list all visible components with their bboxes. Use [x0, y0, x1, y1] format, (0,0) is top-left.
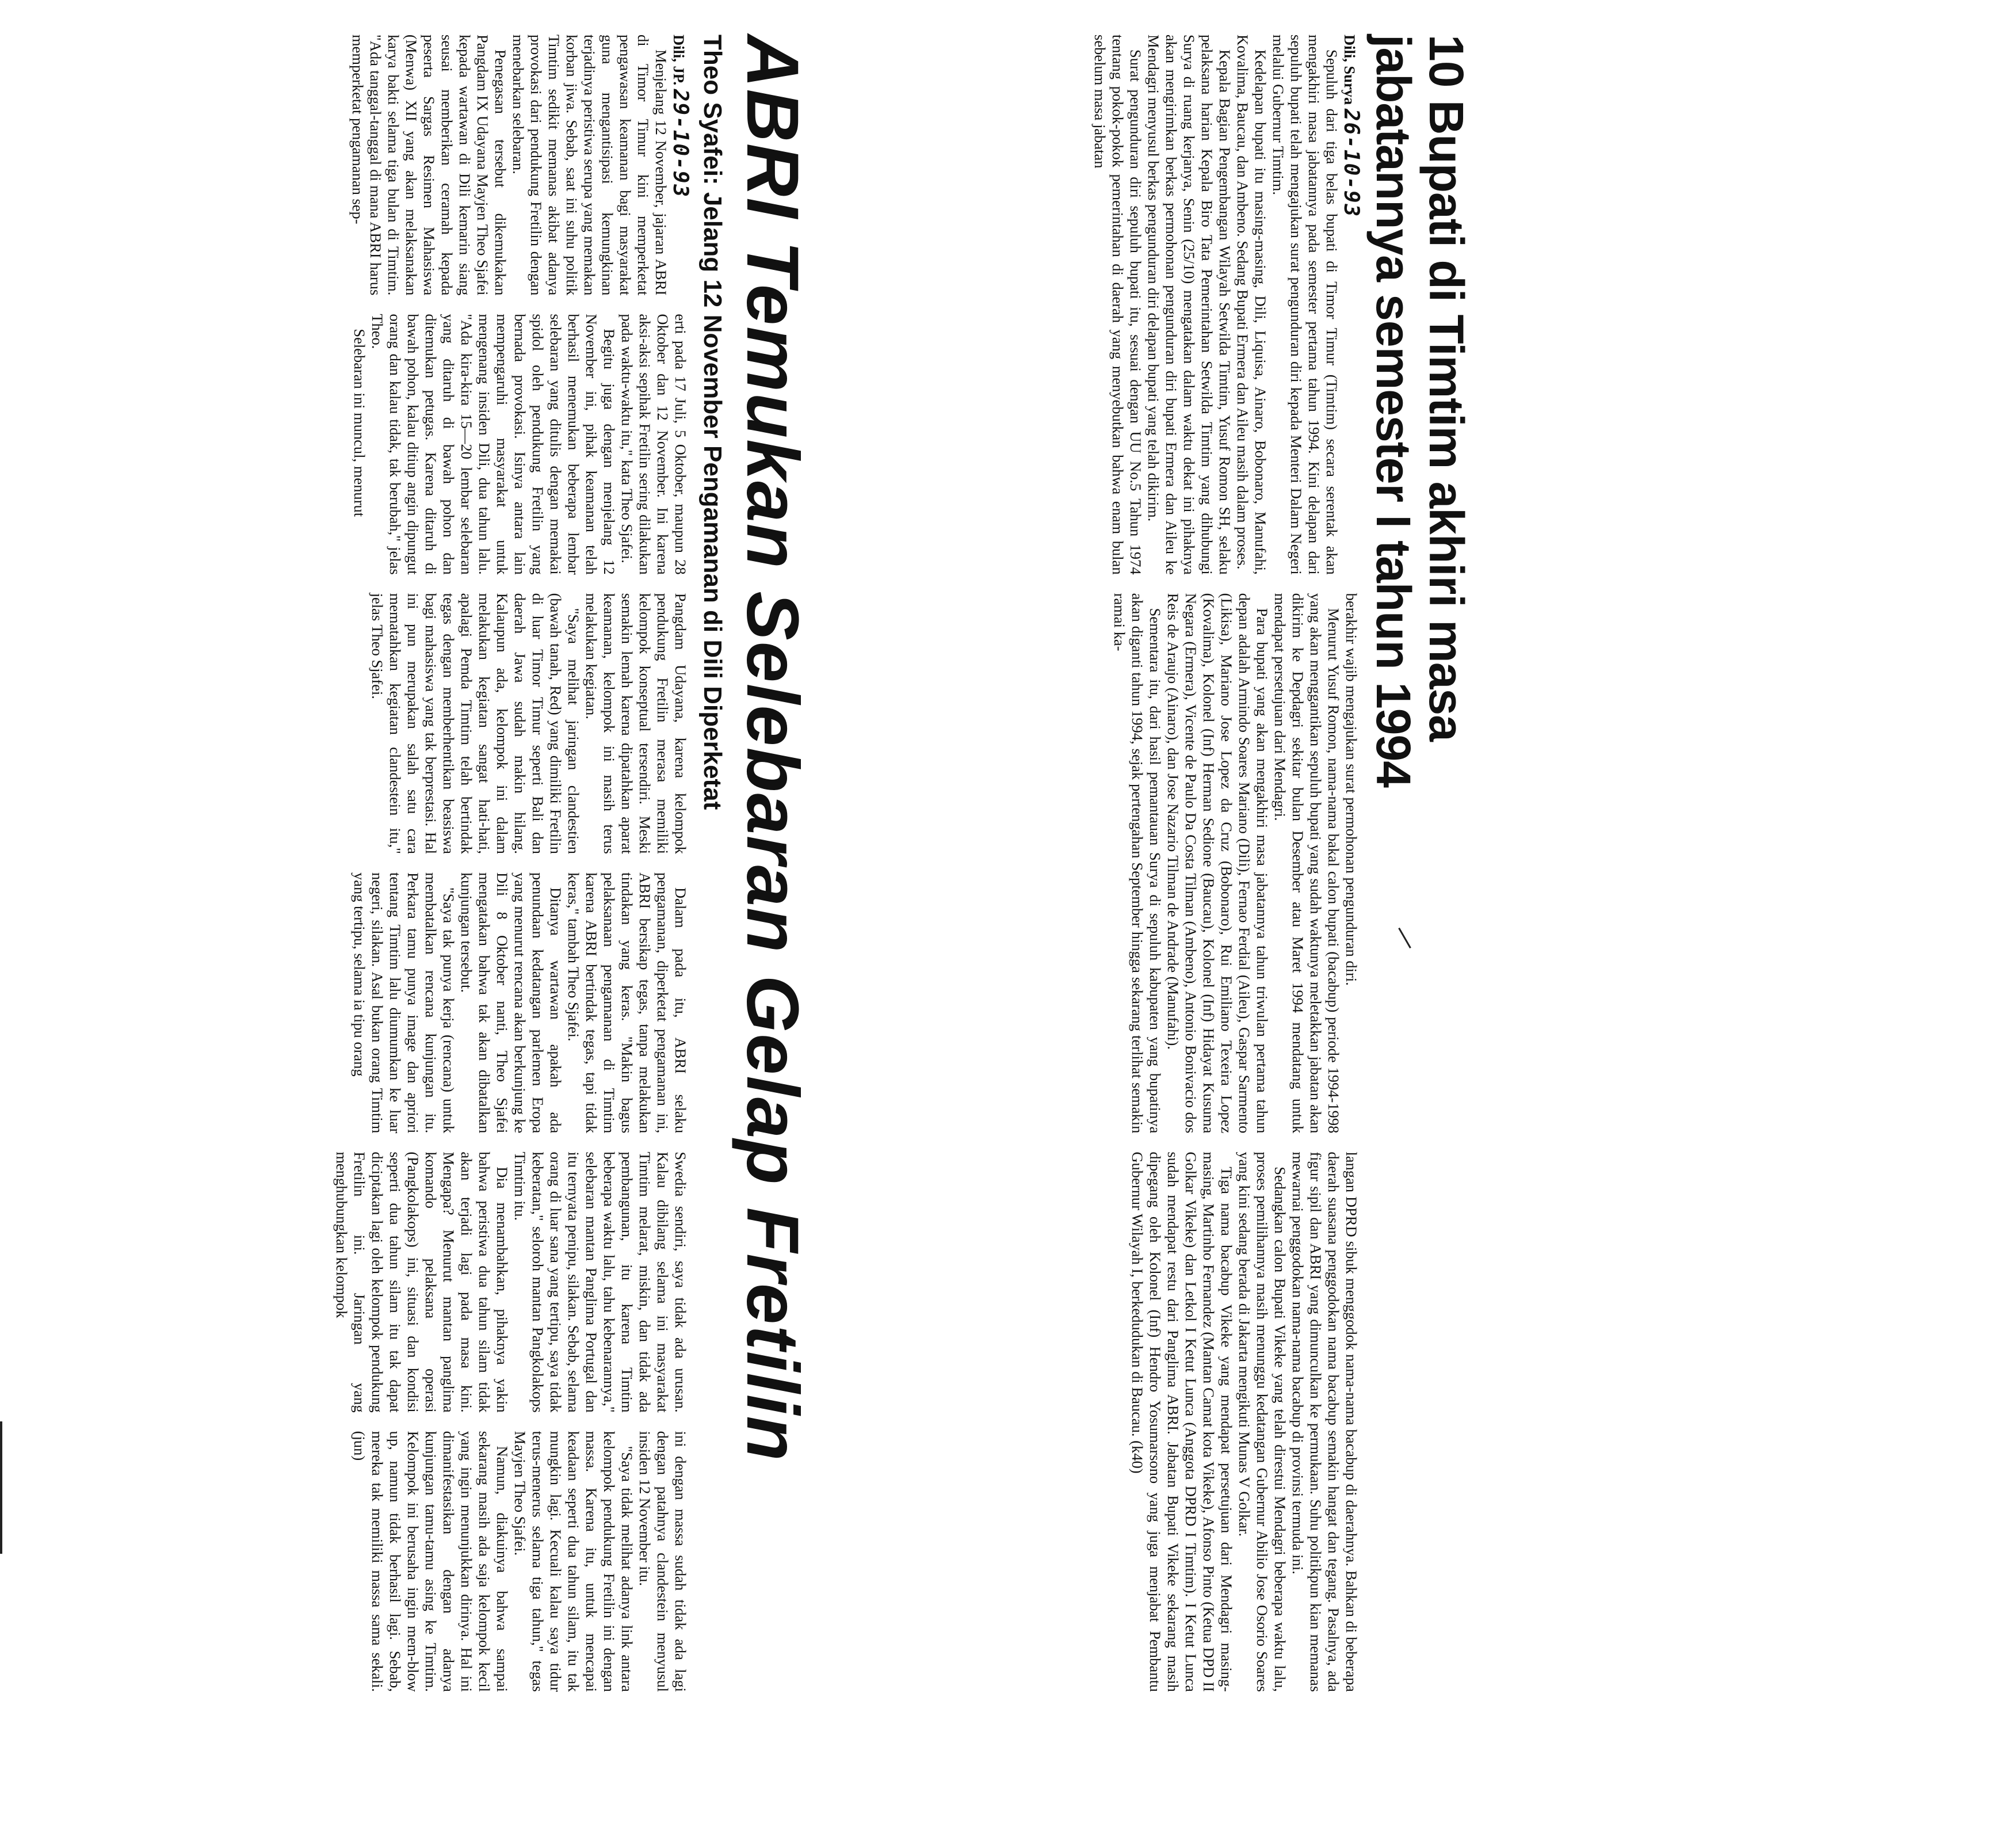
article-bupati-timtim — [852, 35, 1473, 1692]
article2-paragraph: Begitu juga dengan menjelang 12 November ini, pihak keamanan telah berhasil menemukan beberapa lembar selebaran yang ditulis dengan memakai spidol oleh pendukung Fretilin yang bernada provokasi. Isinya antara lain mempengaruhi masyarakat untuk mengenang insiden Dili, dua tahun lalu. "Ada kira-kira 15—20 lembar selebaran yang ditaruh di bawah pohon dan ditemukan petugas. Karena ditaruh di bawah pohon, kalau ditiup angin dipungut orang dan kalau tidak, tak berubah," jelas Theo. — [369, 314, 618, 575]
article1-headline-line2: jabatannya semester I tahun 1994 — [1366, 35, 1421, 787]
article2-columns — [333, 35, 692, 1692]
article1-paragraph: Para bupati yang akan mengakhiri masa jabatannya tahun triwulan pertama tahun depan adalah Armindo Soares Mariano (Dili), Fernao Ferdial (Aileu), Gaspar Sarmento (Likisa), Mariano Jose Lopez da Cruz (Bobonaro), Rui Emiliano Texeira Lopez (Kovalima), Kolonel (Inf) Herman Sedione (Baucau), Kolonel (Inf) Hidayat Kusuma Negara (Ermera), Vicente de Paulo Da Costa Tilman (Ambeno), Antonio Bonivacio dos Reis de Araujo (Ainaro), dan Jose Nazario Tilman de Andrade (Manufahi). — [1164, 593, 1271, 1134]
article2-paragraph: Menjelang 12 November, jajaran ABRI di Timor Timur kini memperketat pengawasan keamanan bagi masyarakat guna mengantisipasi kemungkinan terjadinya peristiwa serupa yang memakan korban jiwa. Sebab, saat ini suhu politik Timtim sedikit memanas akibat adanya provokasi dari pendukung Fretilin dengan menebarkan selebaran. — [510, 35, 670, 296]
article1-paragraph: Sepuluh dari tiga belas bupati di Timor Timur (Timtim) secara serentak akan mengakhiri masa jabatannya pada semester pertama tahun 1994. Kini delapan dari sepuluh bupati telah mengajukan surat pengunduran diri kepada Menteri Dalam Negeri melalui Gubernur Timtim. — [1270, 35, 1341, 575]
article2-handwritten-date: 29-10-93 — [669, 89, 692, 199]
article2-dateline-paragraph — [669, 35, 692, 295]
article1-dateline: Dili, Surya — [1341, 35, 1358, 105]
article2-column-4 — [333, 872, 689, 1133]
article1-columns — [1091, 35, 1363, 1692]
article-abri-selebaran — [6, 35, 814, 1692]
article1-paragraph: berakhir wajib mengajukan surat permohonan pengunduran diri. — [1343, 593, 1360, 986]
article1-dateline-paragraph — [1339, 35, 1363, 575]
article2-paragraph: Dia menambahkan, pihaknya yakin bahwa peristiwa dua tahun silam tidak akan terjadi lagi pada masa kini. Mengapa? Menurut mantan panglima komando pelaksana operasi (Pangkolakops) ini, situasi dan kondisi seperti dua tahun silam itu tak dapat diciptakan lagi oleh kelompok pendukung Fretilin ini. Jaringan yang menghubungkan kelompok — [333, 1152, 511, 1413]
article1-column-1 — [1091, 35, 1363, 575]
article1-paragraph: Kepala Bagian Pengembangan Wilayah Setwilda Timtim, Yusuf Romon SH, selaku pelaksana harian Kepala Biro Tata Pemerintahan Setwilda Timtim yang dihubungi Surya di ruang kerjanya, Senin (25/10) mengatakan dalam waktu dekat ini pihaknya akan mengirimkan berkas permohonan pengunduran diri bupati Ermera dan Aileu ke Mendagri menyusul berkas pengunduran diri delapan bupati yang telah dikirim. — [1145, 35, 1234, 575]
article2-paragraph: Namun, diakuinya bahwa sampai sekarang masih ada saja kelompok kecil yang ingin menunjukkan dirinya. Hal ini dimanifestasikan dengan adanya kunjungan tamu-tamu asing ke Timtim. Kelompok ini berusaha ingin mem-blow up, namun tidak berhasil lagi. Sebab, mereka tak memiliki massa sama sekali. (jun) — [351, 1431, 511, 1692]
article2-column-1 — [333, 35, 692, 296]
article2-paragraph: "Saya tak punya kerja (rencana) untuk membatalkan rencana kunjungan itu. Perkara tamu punya image dan apriori tentang Timtim lalu diumumkan ke luar negeri, silakan. Asal bukan orang Timtim yang tertipu, selama ia tipu orang — [351, 872, 457, 1134]
article1-headline — [1367, 35, 1473, 1692]
article2-paragraph: ini dengan massa sudah tidak ada lagi dengan patahnya clandestein menyusul insiden 12 November itu. — [636, 1431, 689, 1692]
article1-paragraph: Kedelapan bupati itu masing-masing, Dili, Liquisa, Ainaro, Bobonaro, Manufahi, Kovalima, Baucau, dan Ambeno. Sedang Bupati Ermera dan Aileu masih dalam proses. — [1234, 35, 1269, 575]
article2-paragraph: Pangdam Udayana, karena kelompok pendukung Fretilin merasa memiliki kelompok konseptual tersendiri. Meski semakin lemah karena dipatahkan aparat keamanan, kelompok ini masih terus melakukan kegiatan. — [583, 593, 689, 854]
article1-paragraph: Surat pengunduran diri sepuluh bupati itu, sesuai dengan UU No.5 Tahun 1974 tentang pokok-pokok pemerintahan di daerah yang menyebutkan bahwa enam bulan sebelum masa jabatan — [1091, 35, 1144, 575]
article2-paragraph: "Saya melihat jaringan clandestien (bawah tanah, Red) yang dimiliki Fretilin di luar Timor Timur seperti Bali dan daerah Jawa sudah makin hilang. Kalaupun ada, kelompok ini dalam melakukan kegiatan sangat hati-hati, apalagi Pemda Timtim telah bertindak tegas dengan memberhentikan beasiswa bagi mahasiswa yang tak berprestasi. Hal ini pun merupakan salah satu cara mematahkan kegiatan clandestein itu," jelas Theo Sjafei. — [369, 593, 582, 854]
article2-paragraph: Selebaran ini muncul, menurut — [351, 329, 368, 517]
article2-column-5 — [333, 1152, 689, 1412]
article2-subheadline: Theo Syafei: Jelang 12 November Pengamanan di Dili Diperketat — [698, 35, 727, 810]
article2-headline: ABRI Temukan Selebaran Gelap Fretilin — [731, 35, 814, 1462]
scan-edge-mark — [0, 1421, 2, 1554]
article2-column-6 — [333, 1431, 689, 1692]
article1-handwritten-date: 26-10-93 — [1339, 108, 1363, 218]
rotated-clipping — [0, 35, 1473, 1692]
article1-paragraph: Sementara itu, dari hasil pemantauan Surya di sepuluh kabupaten yang bupatinya akan diganti tahun 1994, sejak pertengahan September hingga sekarang terlihat semakin ramai ka- — [1111, 593, 1164, 1134]
article2-paragraph: erti pada 17 Juli, 5 Oktober, maupun 28 Oktober dan 12 November. Ini karena aksi-aksi sepihak Fretilin sering dilakukan pada waktu-waktu itu," kata Theo Sjafei. — [618, 314, 689, 575]
article1-paragraph: langan DPRD sibuk menggodok nama-nama bacabup di daerahnya. Bahkan di beberapa daerah suasana penggodokan nama bacabup semakin hangat dan tegang. Pasalnya, ada figur sipil dan ABRI yang dimunculkan ke permukaan. Suhu politikpun kian memanas mewarnai penggodokan nama-nama bacabup di provinsi termuda ini. — [1289, 1152, 1360, 1692]
article2-paragraph: Swedia sendiri, saya tidak ada urusan. Kalau dibilang selama ini masyarakat Timtim melarat, miskin, dan tidak ada pembangunan, itu karena Timtim beberapa waktu lalu, tahu kebenarannya," selebaran mantan Panglima Portugal dan itu ternyata penipu, silakan. Sebab, selama orang di luar sana yang tertipu, saya tidak keberatan," seloroh mantan Pangkolakops Timtim itu. — [511, 1152, 689, 1413]
article2-paragraph: Penegasan tersebut dikemukakan Pangdam IX Udayana Mayjen Theo Sjafei kepada wartawan di Dili kemarin siang seusai memberikan ceramah kepada peserta Sargas Resimen Mahasiswa (Menwa) XII yang akan melaksanakan karya bakti selama tiga bulan di Timtim. "Ada tanggal-tanggal di mana ABRI harus memperketat pengamanan sep- — [349, 35, 509, 296]
article2-paragraph: Ditanya wartawan apakah ada penundaan kedatangan parlemen Eropa yang menurut rencana akan berkunjung ke Dili 8 Oktober nanti, Theo Sjafei mengatakan bahwa tak akan dibatalkan kunjungan tersebut. — [458, 872, 564, 1134]
article2-column-3 — [333, 593, 689, 854]
article1-column-2 — [1091, 593, 1360, 1134]
article1-paragraph: Tiga nama bacabup Vikeke yang mendapat persetujuan dari Mendagri masing-masing, Martinho Fernandez (Mantan Camat kota Vikeke), Afonso Pinto (Ketua DPD II Golkar Vikeke) dan Letkol I Ketut Lunca (Anggota DPRD I Timtim). I Ketut Lunca sudah mendapat restu dari Panglima ABRI. Jabatan Bupati Vikeke sekarang masih dipegang oleh Kolonel (Inf) Hendro Yosumarsono yang juga menjabat Pembantu Gubernur Wilayah I, berkedudukan di Baucau. (k40) — [1129, 1152, 1235, 1692]
article1-paragraph: Sedangkan calon Bupati Vikeke yang telah direstui Mendagri beberapa waktu lalu, proses pemilihannya masih menunggu kedatangan Gubernur Abilio Jose Osorio Soares yang kini sedang berada di Jakarta mengikuti Munas V Golkar. — [1236, 1152, 1289, 1692]
article2-column-2 — [333, 314, 689, 574]
article2-paragraph: "Saya tidak melihat adanya link antara kelompok pendukung Fretilin ini dengan massa. Karena itu, untuk mencapai keadaan seperti dua tahun silam, itu tak mungkin lagi. Kecuali kalau saya tidur terus-menerus selama tiga tahun," tegas Mayjen Theo Sjafei. — [511, 1431, 636, 1692]
article1-headline-line1: 10 Bupati di Timtim akhiri masa — [1419, 35, 1473, 741]
article2-dateline: Dili, JP. — [670, 35, 688, 86]
article1-column-3 — [1091, 1152, 1360, 1692]
article1-paragraph: Menurut Yusuf Romon, nama-nama bakal calon bupati (bacabup) periode 1994-1998 yang akan menggantikan sepuluh bupati yang sudah waktunya meletakkan jabatan akan dikirim ke Depdagri sekitar bulan Desember atau Maret 1994 mendatang untuk mendapat persetujuan dari Mendagri. — [1272, 593, 1342, 1134]
article2-paragraph: Dalam pada itu, ABRI selaku pengamanan, diperketat pengamanan ini, ABRI bersikap tegas, tanpa melakukan tindakan yang keras. "Makin bagus pelaksanaan pengamanan di Timtim karena ABRI bertindak tegas, tapi tidak keras," tambah Theo Sjafei. — [565, 872, 689, 1134]
